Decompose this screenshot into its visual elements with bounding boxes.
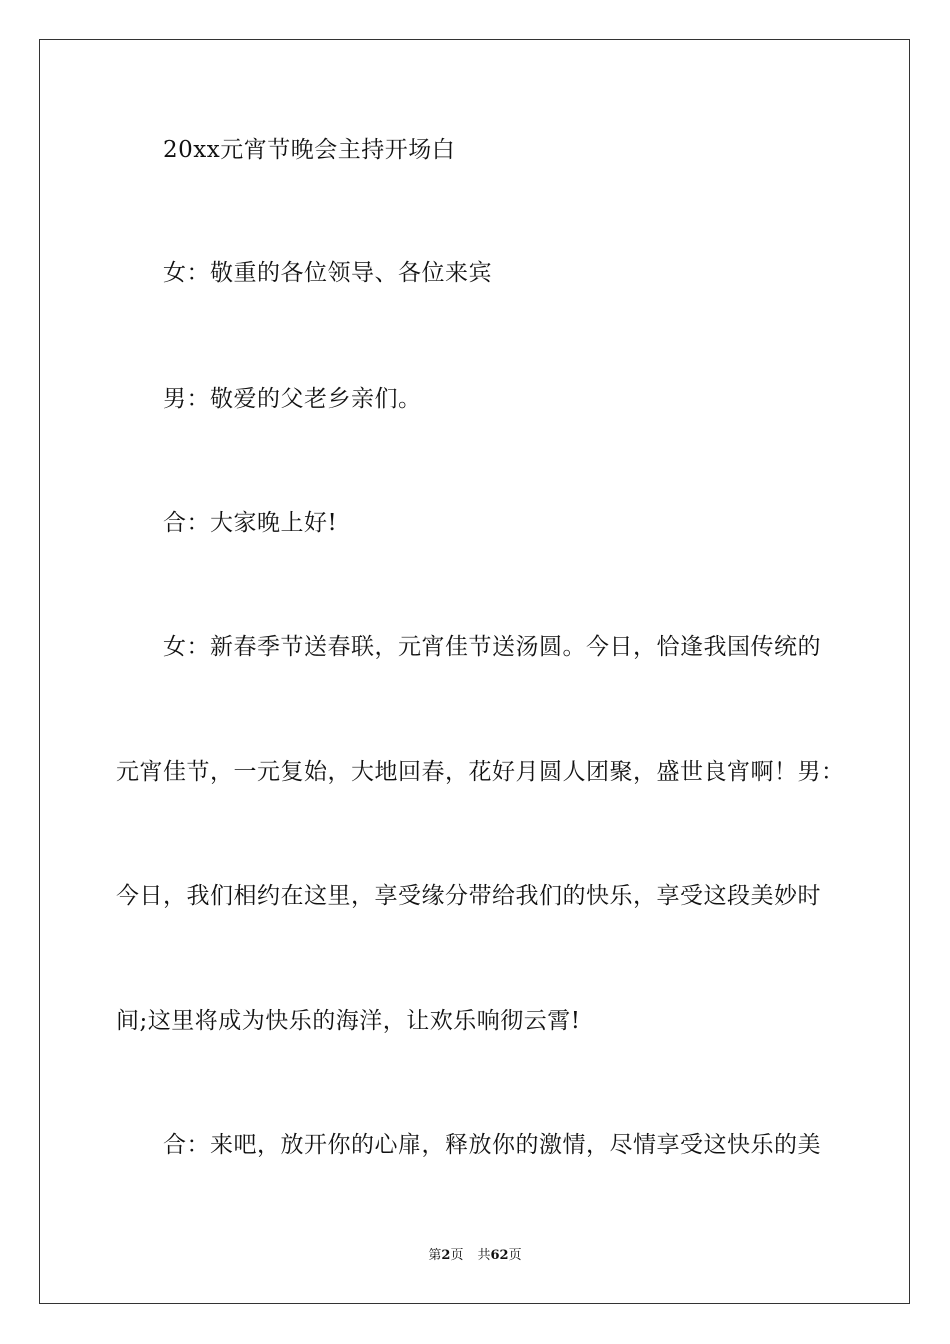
paragraph-line: 女：敬重的各位领导、各位来宾 <box>163 260 492 286</box>
page-footer <box>0 1247 950 1265</box>
page-prefix: 第 <box>428 1248 442 1263</box>
paragraph-line: 女：新春季节送春联，元宵佳节送汤圆。今日，恰逢我国传统的 <box>163 634 821 660</box>
total-prefix: 共 <box>477 1248 491 1263</box>
document-title: 20xx元宵节晚会主持开场白 <box>163 137 456 163</box>
total-suffix: 页 <box>508 1248 522 1263</box>
page-number: 2 <box>441 1248 451 1263</box>
paragraph-line: 元宵佳节，一元复始，大地回春，花好月圆人团聚，盛世良宵啊！男： <box>116 759 845 785</box>
paragraph-line: 合：大家晚上好! <box>163 510 338 536</box>
page-suffix: 页 <box>450 1248 464 1263</box>
paragraph-line: 合：来吧，放开你的心扉，释放你的激情，尽情享受这快乐的美 <box>163 1132 821 1158</box>
page-border <box>39 39 910 1304</box>
total-pages: 62 <box>490 1248 509 1263</box>
paragraph-line: 男：敬爱的父老乡亲们。 <box>163 386 422 412</box>
paragraph-line: 今日，我们相约在这里，享受缘分带给我们的快乐，享受这段美妙时 <box>116 883 821 909</box>
paragraph-line: 间;这里将成为快乐的海洋，让欢乐响彻云霄! <box>116 1008 581 1034</box>
